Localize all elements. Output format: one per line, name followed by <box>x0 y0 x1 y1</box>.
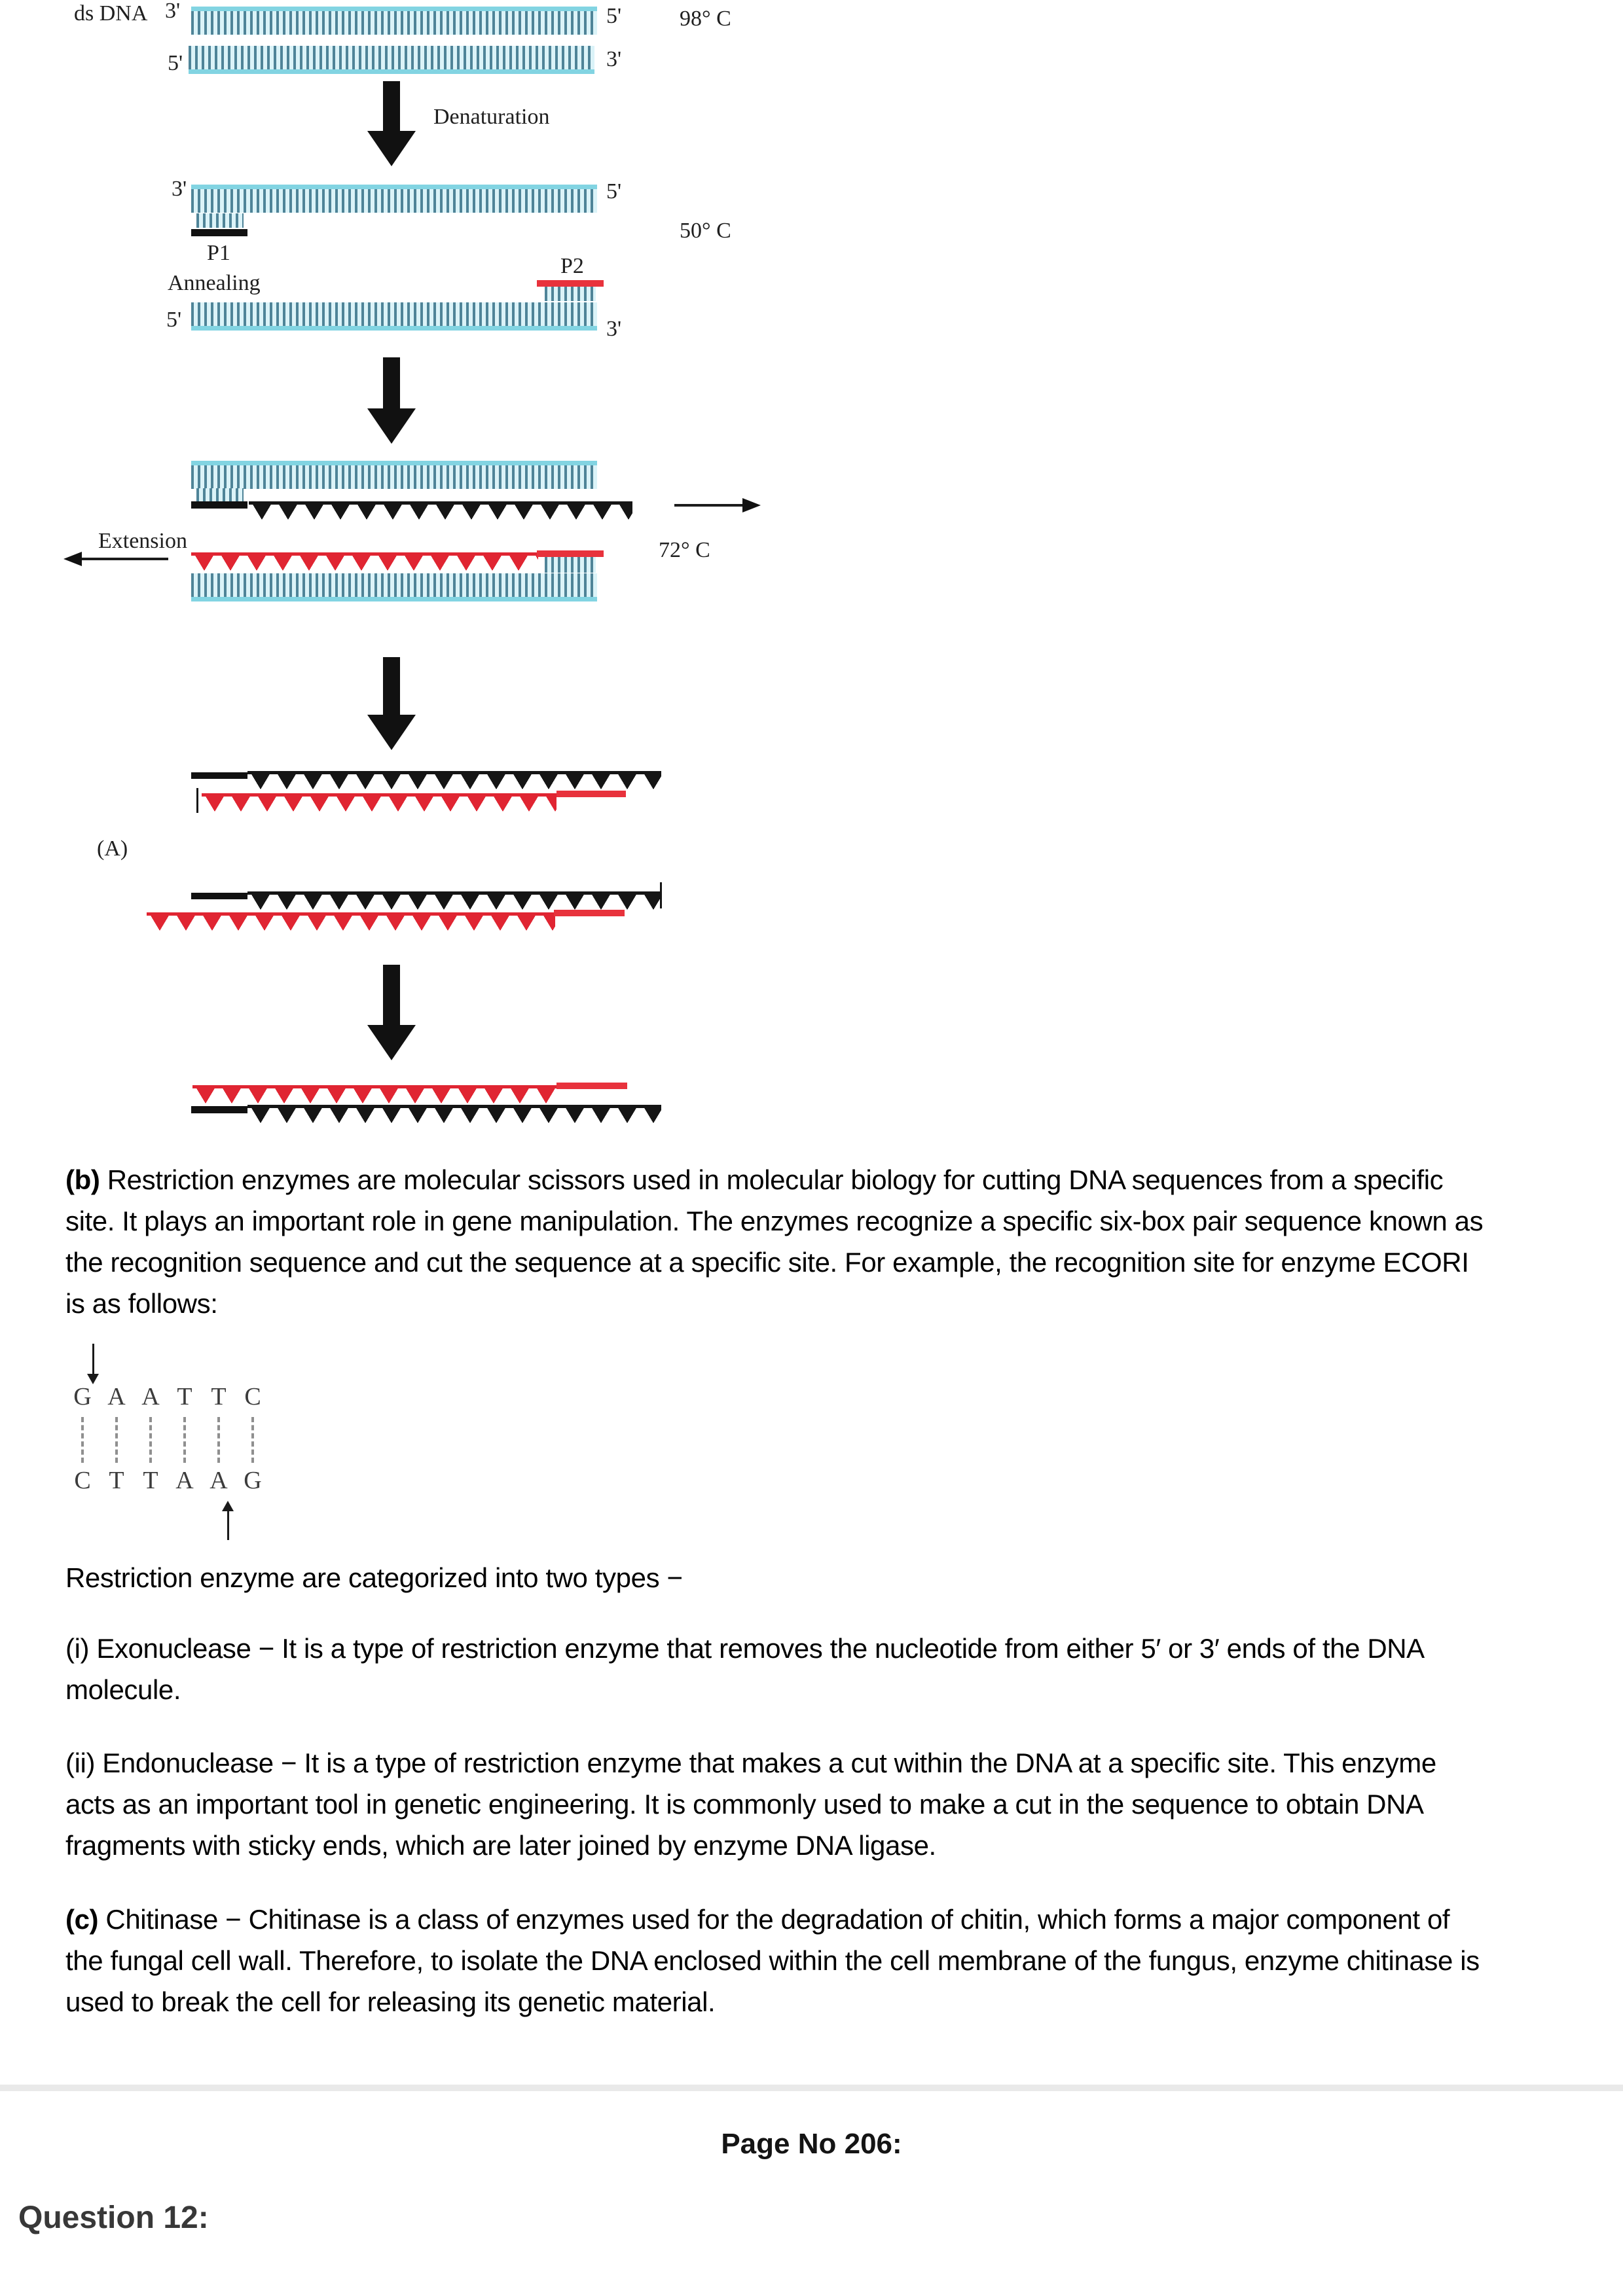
down-arrow-icon <box>383 357 400 408</box>
primer-p1-pairing-ticks <box>196 488 244 501</box>
left-arrow-icon <box>82 558 168 560</box>
base-letter: G <box>244 1467 262 1494</box>
paragraph-c-text: Chitinase − Chitinase is a class of enzymes used for the degradation of chitin, which forms a major component of the fungal cell wall. Therefore, to isolate the DNA enclosed within the cell membrane of the fungus, enzyme chitinase is used to break the cell for releasing its genetic material. <box>65 1904 1480 2017</box>
hydrogen-bond-dash <box>100 1417 134 1463</box>
primer-p2-bar <box>537 550 604 557</box>
denaturation-temp-label: 98° C <box>680 7 731 31</box>
right-arrow-icon <box>674 504 742 507</box>
three-prime-label: 3' <box>165 0 181 23</box>
down-arrow-icon <box>367 131 416 166</box>
new-strand-black-sawtooth <box>247 1105 661 1126</box>
five-prime-label: 5' <box>166 308 182 332</box>
strand-end-tick <box>196 788 198 813</box>
hydrogen-bond-dash <box>236 1417 270 1463</box>
primer-p2-pairing-ticks <box>545 557 596 573</box>
down-arrow-icon <box>367 715 416 750</box>
template-strand-bottom <box>189 46 594 74</box>
base-letter: C <box>74 1467 91 1494</box>
hydrogen-bond-dash <box>168 1417 202 1463</box>
primer-p1-bar <box>191 893 247 899</box>
hydrogen-bond-dash <box>65 1417 100 1463</box>
strand-end-tick <box>660 882 662 908</box>
down-arrow-icon <box>383 81 400 131</box>
base-letter: T <box>177 1383 192 1410</box>
base-letter: T <box>143 1467 158 1494</box>
template-strand-top <box>191 7 597 35</box>
annealing-temp-label: 50° C <box>680 219 731 243</box>
product-a-label: (A) <box>97 836 128 861</box>
base-letter: T <box>211 1383 227 1410</box>
primer-p2-bar <box>556 1083 627 1089</box>
five-prime-label: 5' <box>606 179 622 204</box>
paragraph-c-lead: (c) <box>65 1904 99 1935</box>
three-prime-label: 3' <box>606 317 622 341</box>
new-strand-red-sawtooth <box>191 552 538 574</box>
paragraph-endonuclease: (ii) Endonuclease − It is a type of restriction enzyme that makes a cut within the DNA at a specific site. This enzyme acts as an important tool in genetic engineering. It is commonly used to make a cut in the sequence to obtain DNA fragments with sticky ends, which are later joined by enzyme DNA ligase. <box>65 1748 1436 1861</box>
ds-dna-label: ds DNA <box>74 1 148 26</box>
ecori-bottom-strand <box>65 1468 270 1493</box>
primer-p2-bar <box>554 910 625 916</box>
new-strand-red-sawtooth <box>147 912 555 934</box>
denatured-strand-top <box>191 185 597 213</box>
primer-p1-pairing-ticks <box>196 213 244 228</box>
extension-label: Extension <box>98 529 187 553</box>
three-prime-label: 3' <box>172 177 187 201</box>
primer-p2-pairing-ticks <box>545 287 596 301</box>
primer-p2-bar <box>537 280 604 287</box>
cut-site-down-arrow-icon <box>92 1344 94 1374</box>
base-letter: A <box>175 1467 194 1494</box>
five-prime-label: 5' <box>168 51 183 75</box>
cut-site-up-arrow-icon <box>227 1511 229 1540</box>
section-divider <box>0 2085 1623 2091</box>
new-strand-black-sawtooth <box>249 501 632 523</box>
paragraph-chitinase <box>65 1899 1486 2022</box>
primer-p2-label: P2 <box>560 254 584 278</box>
extension-temp-label: 72° C <box>659 538 710 562</box>
primer-p1-bar <box>191 229 247 236</box>
primer-p1-bar <box>191 772 247 779</box>
question-heading: Question 12: <box>18 2200 209 2235</box>
down-arrow-icon <box>367 408 416 444</box>
ecori-site-diagram <box>65 1344 347 1534</box>
base-letter: A <box>210 1467 228 1494</box>
denaturation-label: Denaturation <box>433 105 550 129</box>
base-pair-bonds <box>65 1417 270 1463</box>
paragraph-exonuclease: (i) Exonuclease − It is a type of restriction enzyme that removes the nucleotide from either 5′ or 3′ ends of the DNA molecule. <box>65 1633 1423 1705</box>
new-strand-black-sawtooth <box>247 771 661 793</box>
three-prime-label: 3' <box>606 47 622 71</box>
paragraph-b <box>65 1159 1486 1324</box>
pcr-diagram <box>0 0 1623 1142</box>
new-strand-red-sawtooth <box>202 793 556 815</box>
template-strand-bottom <box>191 573 597 601</box>
paragraph-types: Restriction enzyme are categorized into two types − <box>65 1562 683 1593</box>
down-arrow-icon <box>383 657 400 715</box>
down-arrow-icon <box>367 1025 416 1060</box>
primer-p1-label: P1 <box>207 241 230 265</box>
ecori-top-strand <box>65 1384 270 1409</box>
base-letter: T <box>109 1467 124 1494</box>
cut-site-up-arrow-icon <box>222 1501 234 1511</box>
base-letter: G <box>73 1383 92 1410</box>
hydrogen-bond-dash <box>134 1417 168 1463</box>
template-strand-top <box>191 461 597 489</box>
primer-p2-bar <box>556 791 626 797</box>
down-arrow-icon <box>383 965 400 1025</box>
annealing-label: Annealing <box>168 271 261 295</box>
base-letter: A <box>141 1383 160 1410</box>
denatured-strand-bottom <box>191 302 597 331</box>
paragraph-b-lead: (b) <box>65 1164 100 1195</box>
left-arrow-icon <box>64 552 82 566</box>
hydrogen-bond-dash <box>202 1417 236 1463</box>
paragraph-b-text: Restriction enzymes are molecular scissors used in molecular biology for cutting DNA sequences from a specific site. It plays an important role in gene manipulation. The enzymes recognize a specific six-box pair sequence known as the recognition sequence and cut the sequence at a specific site. For example, the recognition site for enzyme ECORI is as follows: <box>65 1164 1484 1319</box>
new-strand-red-sawtooth <box>192 1085 556 1107</box>
page-number-heading: Page No 206: <box>721 2128 902 2160</box>
primer-p1-bar <box>191 501 247 509</box>
base-letter: A <box>107 1383 126 1410</box>
five-prime-label: 5' <box>606 4 622 28</box>
right-arrow-icon <box>742 498 761 512</box>
primer-p1-bar <box>191 1106 247 1113</box>
base-letter: C <box>244 1383 261 1410</box>
